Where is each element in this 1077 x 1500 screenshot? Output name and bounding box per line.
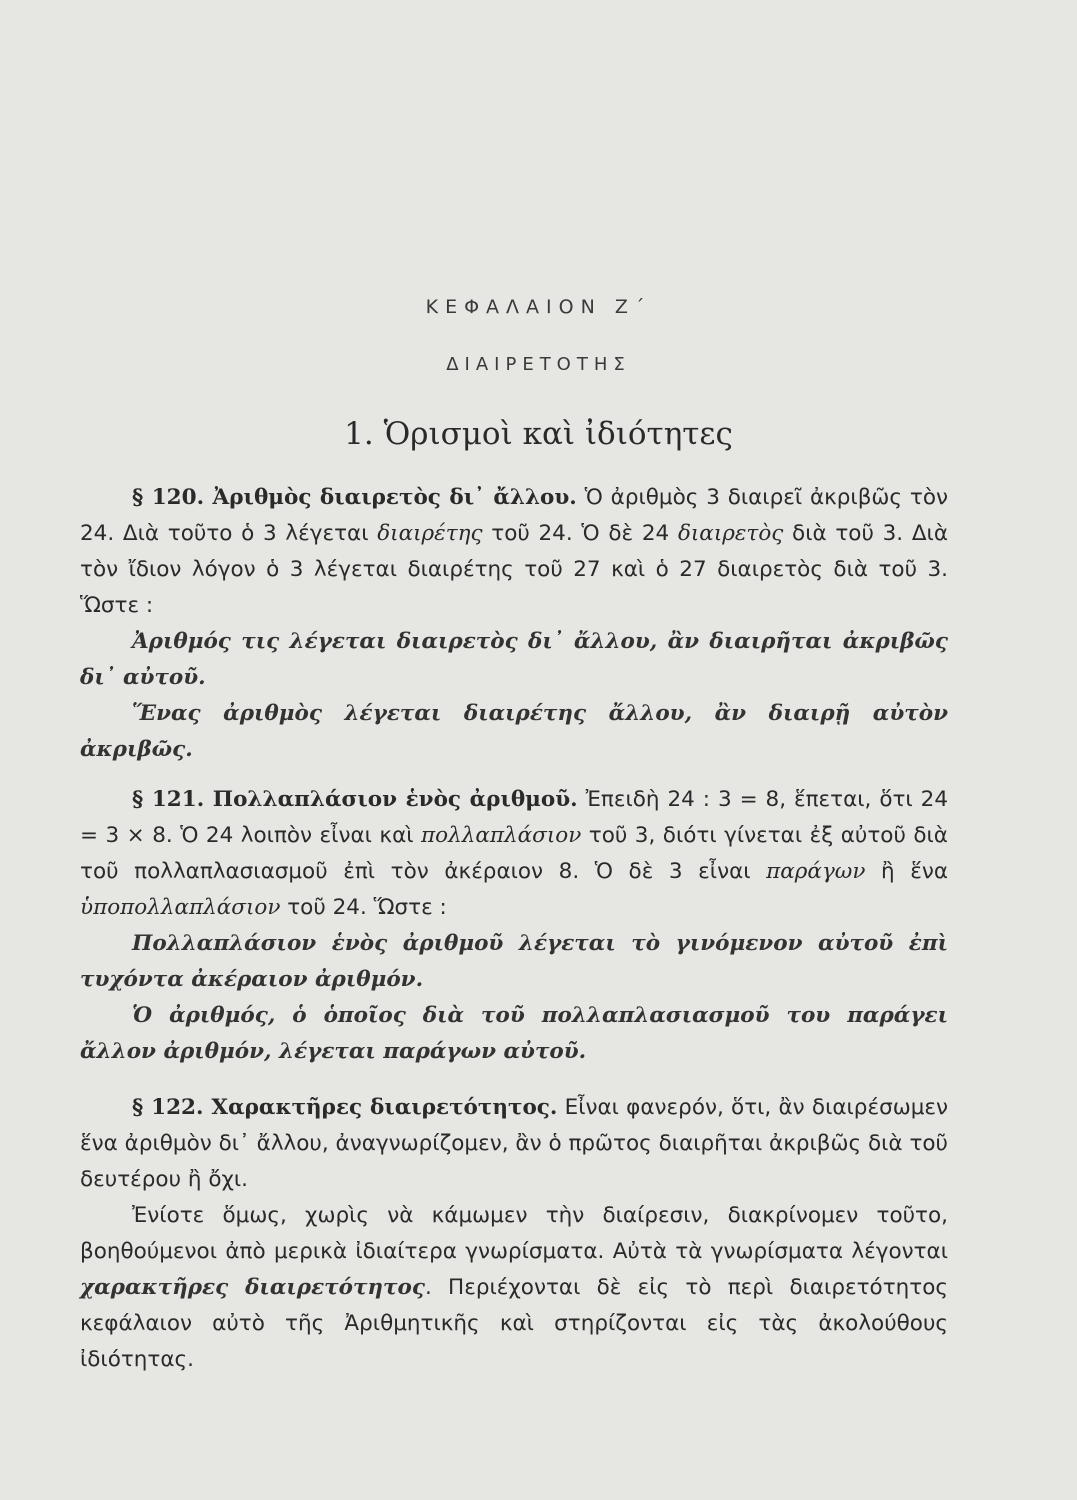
definition-factor: Ὁ ἀριθμός, ὁ ὁποῖος διὰ τοῦ πολλαπλασιασμοῦ του παράγει ἄλλον ἀριθμόν, λέγεται παράγων αὐτοῦ. bbox=[80, 1003, 948, 1064]
paragraph-121-heading: § 121. Πολλαπλάσιον ἑνὸς ἀριθμοῦ. bbox=[132, 787, 578, 812]
paragraph-122-heading: § 122. Χαρακτῆρες διαιρετότητος. bbox=[132, 1095, 558, 1120]
paragraph-121 bbox=[80, 782, 948, 1070]
paragraph-120-text bbox=[80, 480, 948, 624]
text-run: ἢ ἕνα bbox=[881, 859, 949, 884]
text-run: τοῦ 24. Ὥστε : bbox=[287, 895, 447, 920]
term-multiple: πολλαπλάσιον bbox=[421, 823, 582, 848]
term-submultiple: ὑποπολλαπλάσιον bbox=[80, 895, 281, 920]
definition-divisor: Ἕνας ἀριθμὸς λέγεται διαιρέτης ἄλλου, ἂν διαιρῇ αὐτὸν ἀκριβῶς. bbox=[80, 701, 948, 762]
chapter-subtitle: ΔΙΑΙΡΕΤΟΤΗΣ bbox=[446, 354, 631, 375]
text-run: τοῦ 3, διότι γίνεται ἐξ αὐτοῦ διὰ τοῦ πολλαπλασιασμοῦ ἐπὶ τὸν ἀκέραιον 8. Ὁ δὲ 3 εἶναι bbox=[80, 823, 948, 884]
paragraph-122 bbox=[80, 1090, 948, 1378]
text-run: διὰ τοῦ 3. Διὰ τὸν ἴδιον λόγον ὁ 3 λέγεται διαιρέτης τοῦ 27 καὶ ὁ 27 διαιρετὸς διὰ τοῦ 3. Ὥστε : bbox=[80, 521, 948, 618]
text-run: τοῦ 24. Ὁ δὲ 24 bbox=[491, 521, 670, 546]
term-divisibility-rules: χαρακτῆρες διαιρετότητος bbox=[80, 1275, 425, 1300]
paragraph-122-text-2 bbox=[80, 1198, 948, 1378]
section-title: 1. Ὁρισμοὶ καὶ ἰδιότητες bbox=[344, 416, 733, 452]
chapter-label: ΚΕΦΑΛΑΙΟΝ Ζ΄ bbox=[425, 296, 652, 318]
text-run: Ἐπειδὴ 24 : 3 = 8, ἕπεται, ὅτι 24 = 3 × 8. Ὁ 24 λοιπὸν εἶναι καὶ bbox=[80, 787, 948, 848]
text-run: Εἶναι φανερόν, ὅτι, ἂν διαιρέσωμεν ἕνα ἀριθμὸν δι᾽ ἄλλου, ἀναγνωρίζομεν, ἂν ὁ πρῶτος διαιρῆται ἀκριβῶς διὰ τοῦ δευτέρου ἢ ὄχι. bbox=[80, 1095, 949, 1192]
definition-multiple: Πολλαπλάσιον ἑνὸς ἀριθμοῦ λέγεται τὸ γινόμενον αὐτοῦ ἐπὶ τυχόντα ἀκέραιον ἀριθμόν. bbox=[80, 931, 948, 992]
paragraph-120 bbox=[80, 480, 948, 768]
term-divisible: διαιρετὸς bbox=[677, 521, 784, 546]
term-factor: παράγων bbox=[766, 859, 866, 884]
term-divisor: διαιρέτης bbox=[377, 521, 483, 546]
paragraph-120-heading: § 120. Ἀριθμὸς διαιρετὸς δι᾽ ἄλλου. bbox=[132, 485, 577, 510]
text-run: Ὁ ἀριθμὸς 3 διαιρεῖ ἀκριβῶς τὸν 24. Διὰ τοῦτο ὁ 3 λέγεται bbox=[80, 485, 948, 546]
paragraph-122-text bbox=[80, 1090, 948, 1198]
text-run: Ἐνίοτε ὅμως, χωρὶς νὰ κάμωμεν τὴν διαίρεσιν, διακρίνομεν τοῦτο, βοηθούμενοι ἀπὸ μερικὰ ἰδιαίτερα γνωρίσματα. Αὐτὰ τὰ γνωρίσματα λέγονται bbox=[80, 1203, 948, 1264]
definition-divisible: Ἀριθμός τις λέγεται διαιρετὸς δι᾽ ἄλλου, ἂν διαιρῆται ἀκριβῶς δι᾽ αὐτοῦ. bbox=[80, 629, 948, 690]
text-run: . Περιέχονται δὲ εἰς τὸ περὶ διαιρετότητος κεφάλαιον αὐτὸ τῆς Ἀριθμητικῆς καὶ στηρίζονται εἰς τὰς ἀκολούθους ἰδιότητας. bbox=[80, 1275, 948, 1372]
paragraph-121-text bbox=[80, 782, 948, 926]
